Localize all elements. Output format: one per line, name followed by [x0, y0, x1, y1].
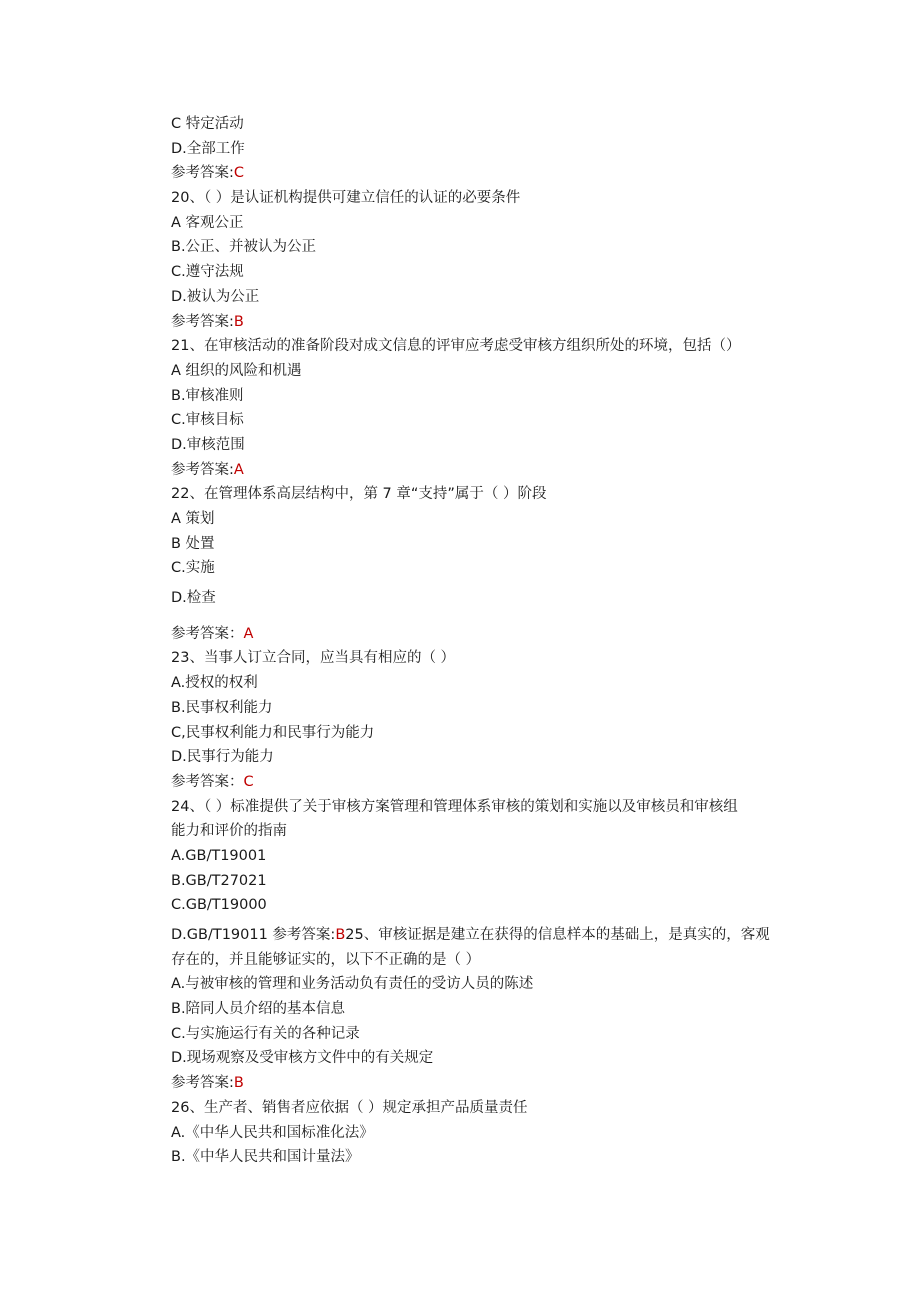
- answer-label: 参考答案:: [171, 313, 234, 330]
- q22-question: 22、在管理体系高层结构中，第 7 章“支持”属于（ ）阶段: [171, 486, 547, 503]
- q20-answer: [171, 310, 791, 335]
- q24-option-b: B.GB/T27021: [171, 872, 267, 889]
- q20-option-c: C.遵守法规: [171, 264, 244, 281]
- answer-value: A: [233, 461, 244, 478]
- q21-answer: [171, 458, 791, 483]
- q23-option-d: D.民事行为能力: [171, 749, 274, 766]
- q25-option-a: A.与被审核的管理和业务活动负有责任的受访人员的陈述: [171, 976, 534, 993]
- q20-question: 20、（ ）是认证机构提供可建立信任的认证的必要条件: [171, 190, 521, 207]
- answer-label: 参考答案：: [171, 625, 244, 642]
- answer-value: A: [243, 625, 254, 642]
- q22-option-d: D.检查: [171, 590, 216, 607]
- q22-option-a: A 策划: [171, 511, 215, 527]
- answer-value: B: [335, 927, 346, 943]
- q23-answer: [171, 770, 791, 795]
- q23-option-c: C,民事权利能力和民事行为能力: [171, 724, 375, 741]
- q26-option-a: A.《中华人民共和国标准化法》: [171, 1124, 374, 1141]
- q20-option-a: A 客观公正: [171, 214, 244, 231]
- q25-option-b: B.陪同人员介绍的基本信息: [171, 1001, 346, 1018]
- q23-question: 23、当事人订立合同，应当具有相应的（ ）: [171, 650, 456, 667]
- q20-option-d: D.被认为公正: [171, 288, 260, 305]
- q24-option-d: D.GB/T19011 参考答案:: [171, 927, 336, 943]
- q25-option-c: C.与实施运行有关的各种记录: [171, 1025, 360, 1042]
- q25-answer: [171, 1071, 791, 1096]
- answer-label: 参考答案：: [171, 773, 244, 790]
- q20-option-b: B.公正、并被认为公正: [171, 239, 317, 256]
- q21-option-d: D.审核范围: [171, 436, 245, 453]
- answer-value: B: [233, 313, 244, 330]
- q23-option-a: A.授权的权利: [171, 675, 258, 692]
- q24-option-c: C.GB/T19000: [171, 897, 267, 914]
- answer-label: 参考答案:: [171, 461, 234, 478]
- q24-option-a: A.GB/T19001: [171, 847, 267, 864]
- q21-option-c: C.审核目标: [171, 412, 244, 429]
- q24-question-line1: 24、（ ）标准提供了关于审核方案管理和管理体系审核的策划和实施以及审核员和审核组: [171, 798, 738, 815]
- answer-label: 参考答案:: [171, 165, 234, 182]
- q24-question-line2: 能力和评价的指南: [171, 823, 287, 840]
- q23-option-b: B.民事权利能力: [171, 699, 273, 716]
- q22-answer: [171, 622, 791, 647]
- q26-option-b: B.《中华人民共和国计量法》: [171, 1149, 360, 1166]
- q21-option-b: B.审核准则: [171, 387, 244, 404]
- q22-option-c: C.实施: [171, 560, 215, 577]
- q21-question: 21、在审核活动的准备阶段对成文信息的评审应考虑受审核方组织所处的环境，包括（）: [171, 338, 741, 355]
- document-page: [171, 112, 791, 1170]
- answer-value: C: [233, 165, 245, 182]
- q22-option-b: B 处置: [171, 535, 215, 552]
- q25-option-d: D.现场观察及受审核方文件中的有关规定: [171, 1050, 434, 1067]
- q21-option-a: A 组织的风险和机遇: [171, 362, 302, 379]
- q19-option-d: D.全部工作: [171, 140, 245, 157]
- q25-question-line1: 25、审核证据是建立在获得的信息样本的基础上，是真实的，客观: [345, 927, 770, 943]
- q25-question-line2: 存在的，并且能够证实的，以下不正确的是（ ）: [171, 951, 481, 968]
- answer-value: C: [243, 773, 254, 790]
- q24-option-d-with-answer-and-q25: [171, 923, 791, 948]
- q26-question: 26、生产者、销售者应依据（ ）规定承担产品质量责任: [171, 1099, 528, 1116]
- answer-label: 参考答案:: [171, 1075, 234, 1092]
- q19-answer: [171, 161, 791, 186]
- answer-value: B: [233, 1075, 244, 1092]
- q19-option-c: C 特定活动: [171, 116, 244, 132]
